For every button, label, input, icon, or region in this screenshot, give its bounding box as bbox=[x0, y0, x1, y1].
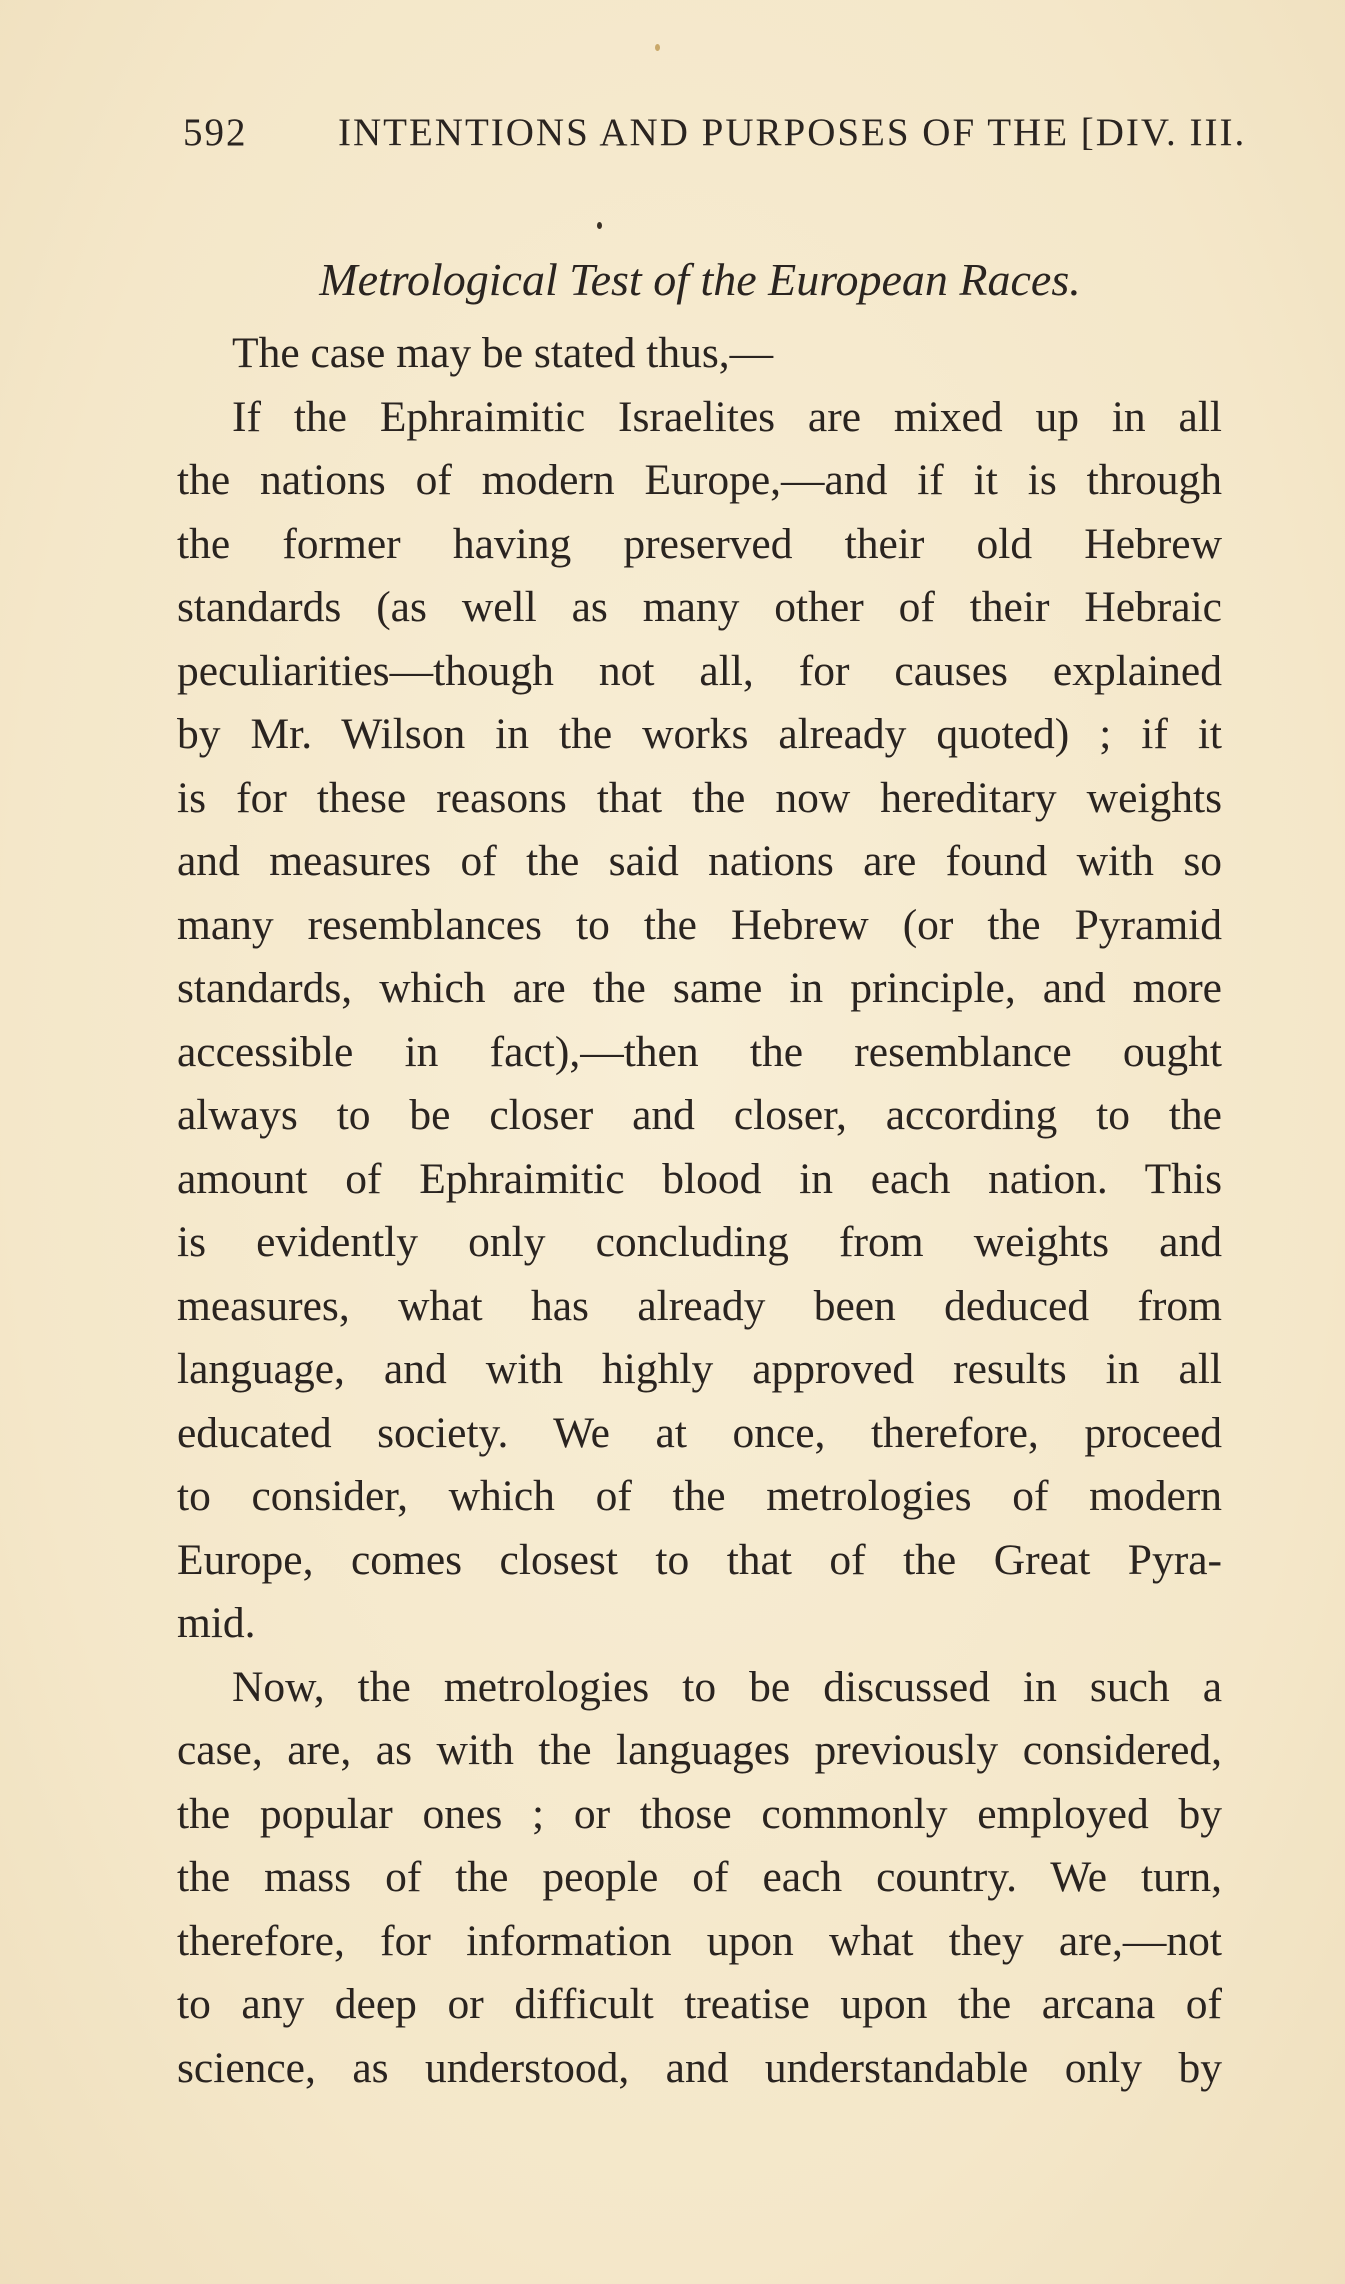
text-line: mid. bbox=[177, 1599, 256, 1647]
text-line: is evidently only concluding from weights and bbox=[177, 1218, 1222, 1266]
text-line: is for these reasons that the now hereditary weights bbox=[177, 773, 1222, 822]
text-line: science, as understood, and understandable only by bbox=[177, 2043, 1222, 2092]
text-line: amount of Ephraimitic blood in each nation. This bbox=[177, 1154, 1222, 1203]
print-speck bbox=[655, 44, 660, 51]
page-number: 592 bbox=[183, 111, 248, 154]
page-header bbox=[183, 108, 1247, 158]
text-line: the former having preserved their old Hebrew bbox=[177, 519, 1222, 568]
text-line: to consider, which of the metrologies of modern bbox=[177, 1472, 1222, 1520]
body-text bbox=[177, 322, 1222, 2100]
text-line: measures, what has already been deduced from bbox=[177, 1281, 1222, 1330]
print-speck bbox=[597, 222, 602, 229]
text-line: by Mr. Wilson in the works already quoted) ; if it bbox=[177, 710, 1222, 758]
text-line: Now, the metrologies to be discussed in such a bbox=[232, 1662, 1222, 1711]
text-line: always to be closer and closer, according to the bbox=[177, 1091, 1222, 1139]
text-line: many resemblances to the Hebrew (or the Pyramid bbox=[177, 900, 1222, 949]
text-line: Europe, comes closest to that of the Great Pyra- bbox=[177, 1535, 1222, 1584]
text-line: language, and with highly approved results in all bbox=[177, 1345, 1222, 1393]
text-line: case, are, as with the languages previously considered, bbox=[177, 1726, 1222, 1774]
text-line: the nations of modern Europe,—and if it is through bbox=[177, 456, 1222, 504]
text-line: to any deep or difficult treatise upon the arcana of bbox=[177, 1980, 1222, 2028]
text-line: peculiarities—though not all, for causes explained bbox=[177, 646, 1222, 695]
text-line: standards (as well as many other of their Hebraic bbox=[177, 583, 1222, 631]
text-line: The case may be stated thus,— bbox=[232, 329, 774, 377]
text-line: educated society. We at once, therefore, proceed bbox=[177, 1408, 1222, 1457]
text-line: accessible in fact),—then the resemblance ought bbox=[177, 1027, 1222, 1076]
running-title: INTENTIONS AND PURPOSES OF THE [DIV. III. bbox=[338, 111, 1247, 154]
text-line: the mass of the people of each country. We turn, bbox=[177, 1853, 1222, 1901]
text-line: the popular ones ; or those commonly employed by bbox=[177, 1789, 1222, 1838]
text-line: If the Ephraimitic Israelites are mixed up in all bbox=[232, 392, 1222, 441]
text-line: standards, which are the same in principle, and more bbox=[177, 964, 1222, 1012]
text-line: and measures of the said nations are found with so bbox=[177, 837, 1222, 885]
section-heading: Metrological Test of the European Races. bbox=[319, 254, 1081, 305]
text-line: therefore, for information upon what they are,—not bbox=[177, 1916, 1222, 1965]
